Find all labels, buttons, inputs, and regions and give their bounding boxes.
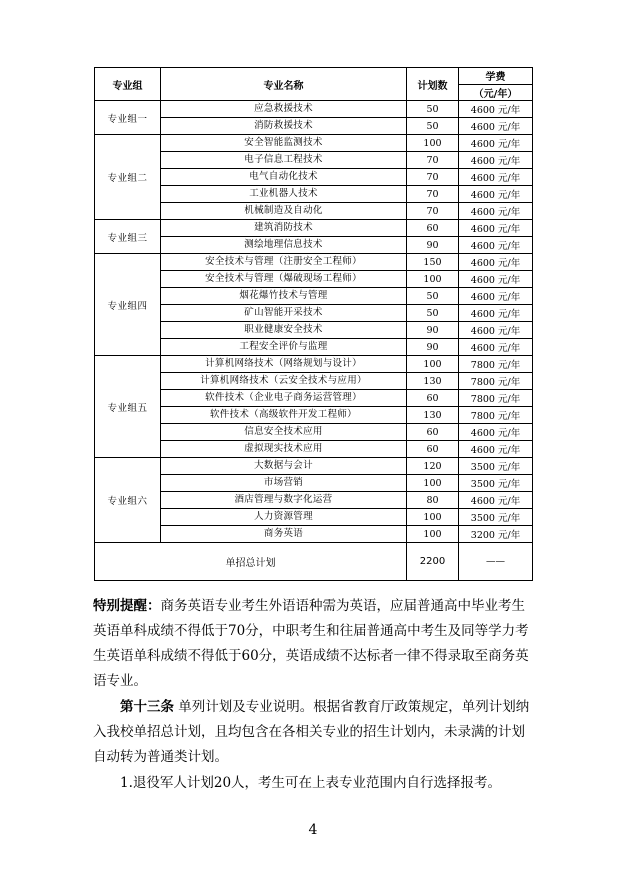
- item-1: 1.退役军人计划20人，考生可在上表专业范围内自行选择报考。: [120, 775, 502, 791]
- major-name: 测绘地理信息技术: [161, 237, 407, 254]
- table-row: [95, 390, 533, 407]
- major-name: 职业健康安全技术: [161, 322, 407, 339]
- tuition: 4600 元/年: [459, 441, 533, 458]
- table-row: [95, 118, 533, 135]
- major-name: 市场营销: [161, 475, 407, 492]
- group-cell: 专业组一: [95, 101, 161, 135]
- table-row: [95, 288, 533, 305]
- plan-count: 150: [407, 254, 459, 271]
- table-row: [95, 322, 533, 339]
- group-cell: 专业组六: [95, 458, 161, 543]
- plan-count: 100: [407, 135, 459, 152]
- major-name: 大数据与会计: [161, 458, 407, 475]
- major-name: 软件技术（高级软件开发工程师）: [161, 407, 407, 424]
- tuition: 4600 元/年: [459, 169, 533, 186]
- article-13: [93, 695, 535, 770]
- tuition: 4600 元/年: [459, 322, 533, 339]
- tuition: 3500 元/年: [459, 509, 533, 526]
- tuition: 7800 元/年: [459, 356, 533, 373]
- major-name: 烟花爆竹技术与管理: [161, 288, 407, 305]
- total-label: 单招总计划: [95, 543, 407, 581]
- table-header-row: [95, 68, 533, 85]
- table-row: [95, 424, 533, 441]
- header-fee-unit: （元/年）: [459, 84, 533, 101]
- major-name: 机械制造及自动化: [161, 203, 407, 220]
- major-name: 电子信息工程技术: [161, 152, 407, 169]
- article-text: 单列计划及专业说明。根据省教育厅政策规定，单列计划纳入我校单招总计划，且均包含在各相关专业的招生计划内，未录满的计划自动转为普通类计划。: [93, 699, 530, 765]
- special-reminder: [93, 594, 535, 694]
- table-row: [95, 135, 533, 152]
- plan-count: 100: [407, 271, 459, 288]
- group-cell: 专业组二: [95, 135, 161, 220]
- total-plan: 2200: [407, 543, 459, 581]
- tuition: 4600 元/年: [459, 254, 533, 271]
- plan-count: 50: [407, 118, 459, 135]
- enrollment-plan-table: [94, 67, 533, 581]
- tuition: 4600 元/年: [459, 237, 533, 254]
- plan-count: 70: [407, 186, 459, 203]
- plan-count: 130: [407, 373, 459, 390]
- group-cell: 专业组四: [95, 254, 161, 356]
- article-label: 第十三条: [120, 699, 174, 715]
- tuition: 4600 元/年: [459, 203, 533, 220]
- plan-count: 100: [407, 509, 459, 526]
- major-name: 电气自动化技术: [161, 169, 407, 186]
- major-name: 矿山智能开采技术: [161, 305, 407, 322]
- table-row: [95, 492, 533, 509]
- plan-count: 100: [407, 526, 459, 543]
- table-row: [95, 458, 533, 475]
- tuition: 7800 元/年: [459, 373, 533, 390]
- plan-count: 70: [407, 152, 459, 169]
- plan-count: 90: [407, 322, 459, 339]
- plan-count: 90: [407, 339, 459, 356]
- major-name: 工业机器人技术: [161, 186, 407, 203]
- table-row: [95, 220, 533, 237]
- tuition: 4600 元/年: [459, 424, 533, 441]
- major-name: 软件技术（企业电子商务运营管理）: [161, 390, 407, 407]
- major-name: 信息安全技术应用: [161, 424, 407, 441]
- major-name: 安全技术与管理（爆破现场工程师）: [161, 271, 407, 288]
- plan-count: 50: [407, 305, 459, 322]
- table-row: [95, 373, 533, 390]
- major-name: 应急救援技术: [161, 101, 407, 118]
- reminder-label: 特别提醒：: [93, 598, 161, 614]
- tuition: 4600 元/年: [459, 220, 533, 237]
- total-fee: ——: [459, 543, 533, 581]
- plan-count: 60: [407, 441, 459, 458]
- plan-count: 130: [407, 407, 459, 424]
- table-row: [95, 441, 533, 458]
- major-name: 计算机网络技术（网络规划与设计）: [161, 356, 407, 373]
- tuition: 7800 元/年: [459, 407, 533, 424]
- plan-count: 60: [407, 390, 459, 407]
- major-name: 酒店管理与数字化运营: [161, 492, 407, 509]
- table-row: [95, 356, 533, 373]
- tuition: 3500 元/年: [459, 458, 533, 475]
- major-name: 建筑消防技术: [161, 220, 407, 237]
- plan-count: 80: [407, 492, 459, 509]
- header-fee: 学费: [459, 68, 533, 85]
- tuition: 3200 元/年: [459, 526, 533, 543]
- major-name: 计算机网络技术（云安全技术与应用）: [161, 373, 407, 390]
- major-name: 消防救援技术: [161, 118, 407, 135]
- major-name: 人力资源管理: [161, 509, 407, 526]
- table-row: [95, 475, 533, 492]
- table-row: [95, 254, 533, 271]
- major-name: 工程安全评价与监理: [161, 339, 407, 356]
- plan-count: 60: [407, 220, 459, 237]
- plan-count: 50: [407, 101, 459, 118]
- table-row: [95, 169, 533, 186]
- total-row: [95, 543, 533, 581]
- tuition: 4600 元/年: [459, 492, 533, 509]
- major-name: 商务英语: [161, 526, 407, 543]
- table-row: [95, 186, 533, 203]
- tuition: 4600 元/年: [459, 101, 533, 118]
- group-cell: 专业组三: [95, 220, 161, 254]
- tuition: 4600 元/年: [459, 135, 533, 152]
- plan-count: 120: [407, 458, 459, 475]
- major-name: 安全技术与管理（注册安全工程师）: [161, 254, 407, 271]
- plan-count: 60: [407, 424, 459, 441]
- header-group: 专业组: [95, 68, 161, 101]
- tuition: 4600 元/年: [459, 339, 533, 356]
- major-name: 安全智能监测技术: [161, 135, 407, 152]
- table-row: [95, 203, 533, 220]
- page-number: 4: [308, 822, 318, 838]
- table-row: [95, 509, 533, 526]
- table-row: [95, 237, 533, 254]
- plan-count: 70: [407, 169, 459, 186]
- tuition: 3500 元/年: [459, 475, 533, 492]
- plan-count: 100: [407, 356, 459, 373]
- tuition: 7800 元/年: [459, 390, 533, 407]
- table-row: [95, 305, 533, 322]
- tuition: 4600 元/年: [459, 271, 533, 288]
- plan-count: 90: [407, 237, 459, 254]
- plan-count: 70: [407, 203, 459, 220]
- table-row: [95, 271, 533, 288]
- tuition: 4600 元/年: [459, 118, 533, 135]
- plan-count: 100: [407, 475, 459, 492]
- reminder-text: 商务英语专业考生外语语种需为英语，应届普通高中毕业考生英语单科成绩不得低于70分，中职考生和往届普通高中考生及同等学力考生英语单科成绩不得低于60分，英语成绩不达标者一律不得录取至商务英语专业。: [93, 598, 529, 689]
- table-row: [95, 101, 533, 118]
- table-row: [95, 407, 533, 424]
- tuition: 4600 元/年: [459, 288, 533, 305]
- group-cell: 专业组五: [95, 356, 161, 458]
- header-name: 专业名称: [161, 68, 407, 101]
- tuition: 4600 元/年: [459, 152, 533, 169]
- header-plan: 计划数: [407, 68, 459, 101]
- table-row: [95, 526, 533, 543]
- tuition: 4600 元/年: [459, 305, 533, 322]
- tuition: 4600 元/年: [459, 186, 533, 203]
- plan-count: 50: [407, 288, 459, 305]
- table-row: [95, 339, 533, 356]
- major-name: 虚拟现实技术应用: [161, 441, 407, 458]
- table-row: [95, 152, 533, 169]
